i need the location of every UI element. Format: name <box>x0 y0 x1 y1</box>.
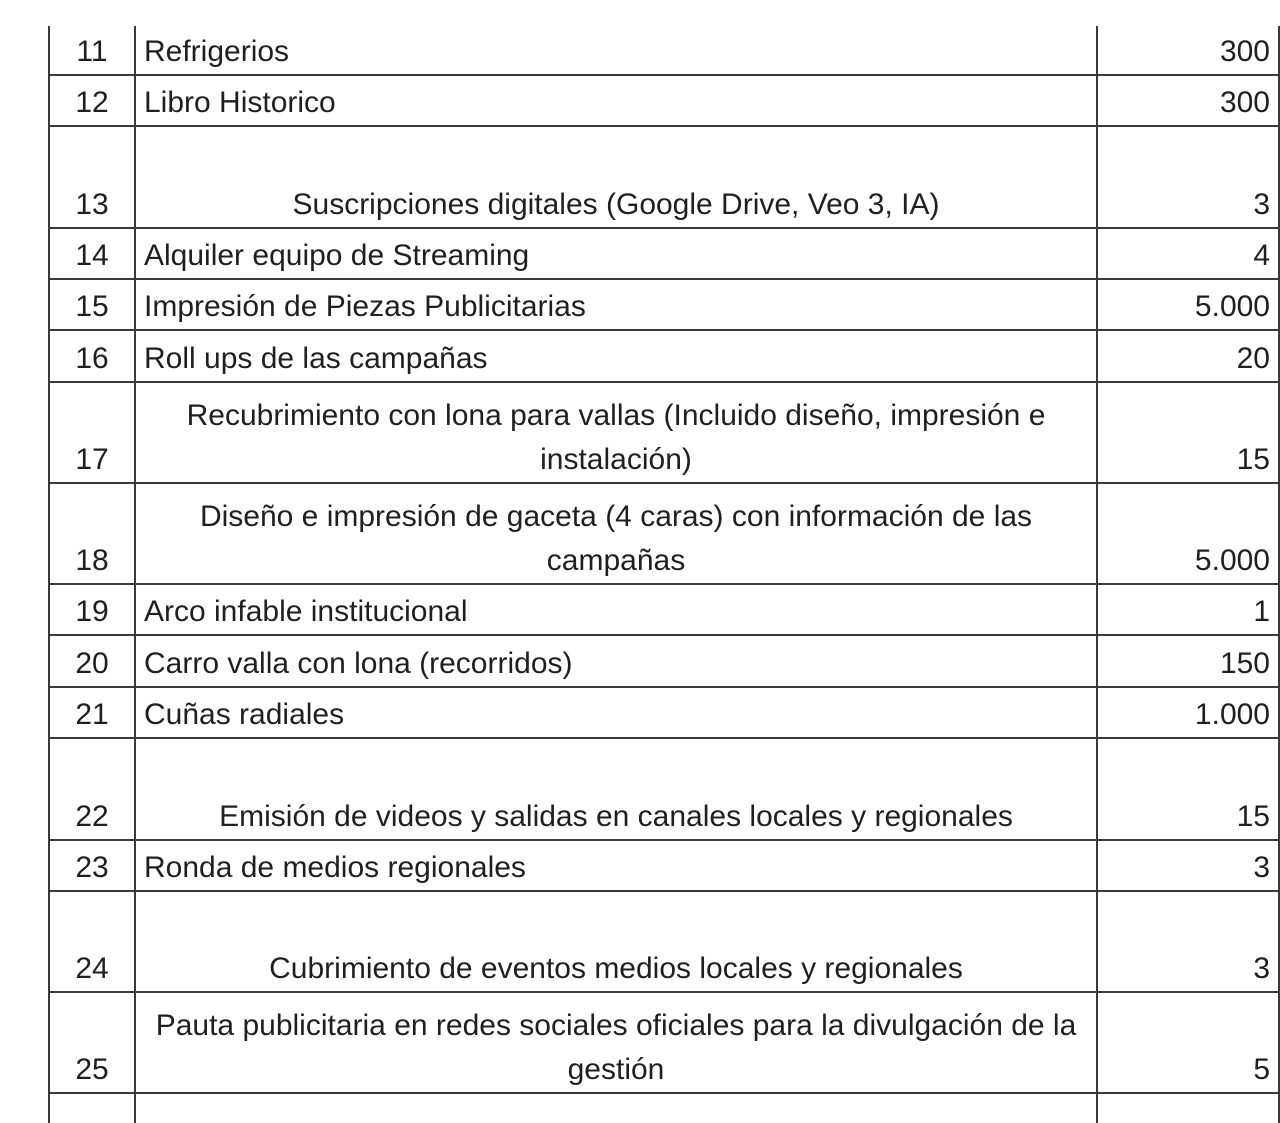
item-quantity: 150 <box>1097 635 1279 687</box>
table-row <box>49 382 1279 483</box>
item-description: Pauta publicitaria en redes sociales oficiales para la divulgación de la gestión <box>135 992 1097 1093</box>
item-description: Suscripciones digitales (Google Drive, Veo 3, IA) <box>135 126 1097 228</box>
item-description: Ronda de medios regionales <box>135 840 1097 891</box>
item-number: 13 <box>49 126 135 228</box>
table-row <box>49 584 1279 635</box>
item-description: Recubrimiento con lona para vallas (Incluido diseño, impresión e instalación) <box>135 382 1097 483</box>
item-description: Impresión de Piezas Publicitarias <box>135 279 1097 330</box>
table-row <box>49 483 1279 584</box>
item-quantity: 300 <box>1097 26 1279 75</box>
item-description: Diseño e impresión de gaceta (4 caras) con información de las campañas <box>135 483 1097 584</box>
item-number: 24 <box>49 891 135 992</box>
item-quantity: 1 <box>1097 584 1279 635</box>
item-quantity: 4 <box>1097 228 1279 279</box>
item-description: Alquiler equipo de Streaming <box>135 228 1097 279</box>
item-description: Roll ups de las campañas <box>135 330 1097 382</box>
item-quantity: 1.000 <box>1097 687 1279 738</box>
table-row <box>49 840 1279 891</box>
item-number: 19 <box>49 584 135 635</box>
table-row <box>49 126 1279 228</box>
table-row <box>49 26 1279 75</box>
item-description: Carro valla con lona (recorridos) <box>135 635 1097 687</box>
item-description: Cubrimiento de eventos medios locales y regionales <box>135 891 1097 992</box>
item-description: Refrigerios <box>135 26 1097 75</box>
item-quantity: 15 <box>1097 382 1279 483</box>
item-quantity: 5 <box>1097 992 1279 1093</box>
item-number: 11 <box>49 26 135 75</box>
item-description: Arco infable institucional <box>135 584 1097 635</box>
table-row <box>49 891 1279 992</box>
table-row <box>49 228 1279 279</box>
item-quantity: 5.000 <box>1097 279 1279 330</box>
item-number: 25 <box>49 992 135 1093</box>
item-number: 20 <box>49 635 135 687</box>
item-quantity: 20 <box>1097 330 1279 382</box>
item-quantity: 5.000 <box>1097 483 1279 584</box>
table-row <box>49 75 1279 126</box>
item-number: 16 <box>49 330 135 382</box>
item-quantity: 3 <box>1097 126 1279 228</box>
item-description: Libro Historico <box>135 75 1097 126</box>
item-number: 22 <box>49 738 135 840</box>
item-number: 17 <box>49 382 135 483</box>
item-description: Emisión de videos y salidas en canales locales y regionales <box>135 738 1097 840</box>
item-number: 12 <box>49 75 135 126</box>
item-number: 18 <box>49 483 135 584</box>
item-quantity: 300 <box>1097 75 1279 126</box>
table-row <box>49 635 1279 687</box>
item-number: 15 <box>49 279 135 330</box>
item-quantity: 15 <box>1097 738 1279 840</box>
item-quantity: 3 <box>1097 840 1279 891</box>
item-quantity: 3 <box>1097 891 1279 992</box>
item-description: Cuñas radiales <box>135 687 1097 738</box>
item-number: 21 <box>49 687 135 738</box>
table-row <box>49 687 1279 738</box>
table-row <box>49 738 1279 840</box>
items-table <box>48 26 1280 1123</box>
table-row <box>49 330 1279 382</box>
item-number: 14 <box>49 228 135 279</box>
item-number: 23 <box>49 840 135 891</box>
table-row <box>49 992 1279 1093</box>
table-row <box>49 279 1279 330</box>
